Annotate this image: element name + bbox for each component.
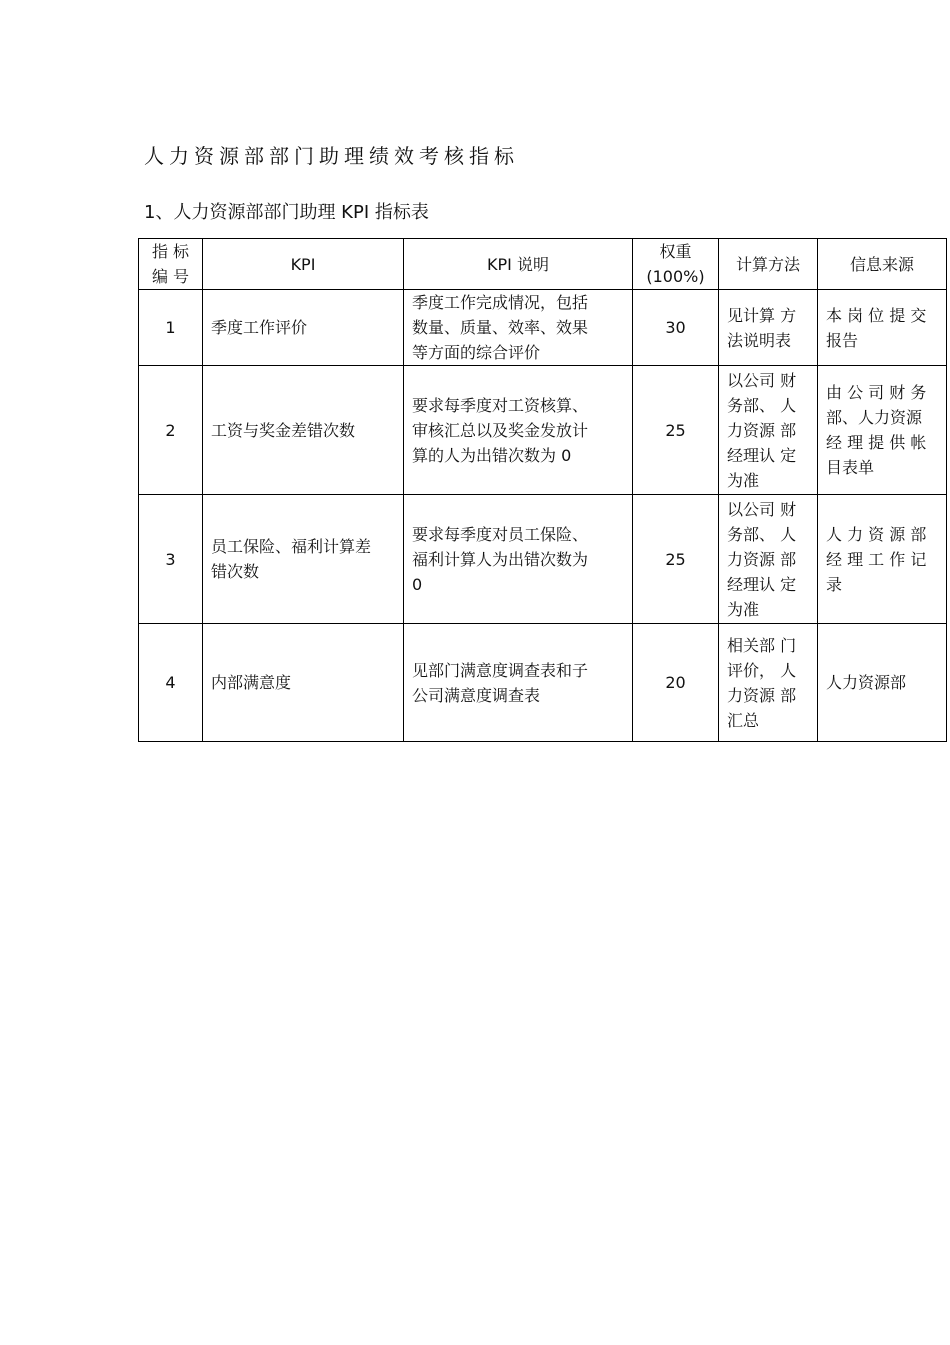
row-weight: 25 xyxy=(633,366,719,495)
row-source: 本 岗 位 提 交 报告 xyxy=(818,290,947,366)
row-desc: 见部门满意度调查表和子 公司满意度调查表 xyxy=(404,624,633,742)
table-row xyxy=(139,366,947,495)
document-title: 人力资源部部门助理绩效考核指标 xyxy=(144,144,519,168)
row-weight: 25 xyxy=(633,495,719,624)
table-row xyxy=(139,624,947,742)
row-kpi: 工资与奖金差错次数 xyxy=(203,366,404,495)
table-row xyxy=(139,495,947,624)
row-method: 以公司 财 务部、 人 力资源 部 经理认 定 为准 xyxy=(719,366,818,495)
header-source: 信息来源 xyxy=(818,239,947,290)
row-weight: 30 xyxy=(633,290,719,366)
row-kpi: 员工保险、福利计算差 错次数 xyxy=(203,495,404,624)
header-no: 指 标 编 号 xyxy=(139,239,203,290)
row-no: 3 xyxy=(139,495,203,624)
header-desc: KPI 说明 xyxy=(404,239,633,290)
row-no: 1 xyxy=(139,290,203,366)
row-no: 4 xyxy=(139,624,203,742)
row-source: 人 力 资 源 部 经 理 工 作 记 录 xyxy=(818,495,947,624)
row-desc: 要求每季度对员工保险、 福利计算人为出错次数为 0 xyxy=(404,495,633,624)
header-method: 计算方法 xyxy=(719,239,818,290)
header-weight: 权重 (100%) xyxy=(633,239,719,290)
row-source: 人力资源部 xyxy=(818,624,947,742)
table-row xyxy=(139,290,947,366)
row-method: 见计算 方 法说明表 xyxy=(719,290,818,366)
row-kpi: 季度工作评价 xyxy=(203,290,404,366)
row-method: 相关部 门 评价， 人 力资源 部 汇总 xyxy=(719,624,818,742)
row-kpi: 内部满意度 xyxy=(203,624,404,742)
row-desc: 季度工作完成情况，包括 数量、质量、效率、效果 等方面的综合评价 xyxy=(404,290,633,366)
kpi-table xyxy=(138,238,947,742)
row-weight: 20 xyxy=(633,624,719,742)
row-method: 以公司 财 务部、 人 力资源 部 经理认 定 为准 xyxy=(719,495,818,624)
table-header-row xyxy=(139,239,947,290)
row-source: 由 公 司 财 务 部、人力资源 经 理 提 供 帐 目表单 xyxy=(818,366,947,495)
row-desc: 要求每季度对工资核算、 审核汇总以及奖金发放计 算的人为出错次数为 0 xyxy=(404,366,633,495)
section-title: 1、人力资源部部门助理 KPI 指标表 xyxy=(144,202,429,223)
header-kpi: KPI xyxy=(203,239,404,290)
row-no: 2 xyxy=(139,366,203,495)
